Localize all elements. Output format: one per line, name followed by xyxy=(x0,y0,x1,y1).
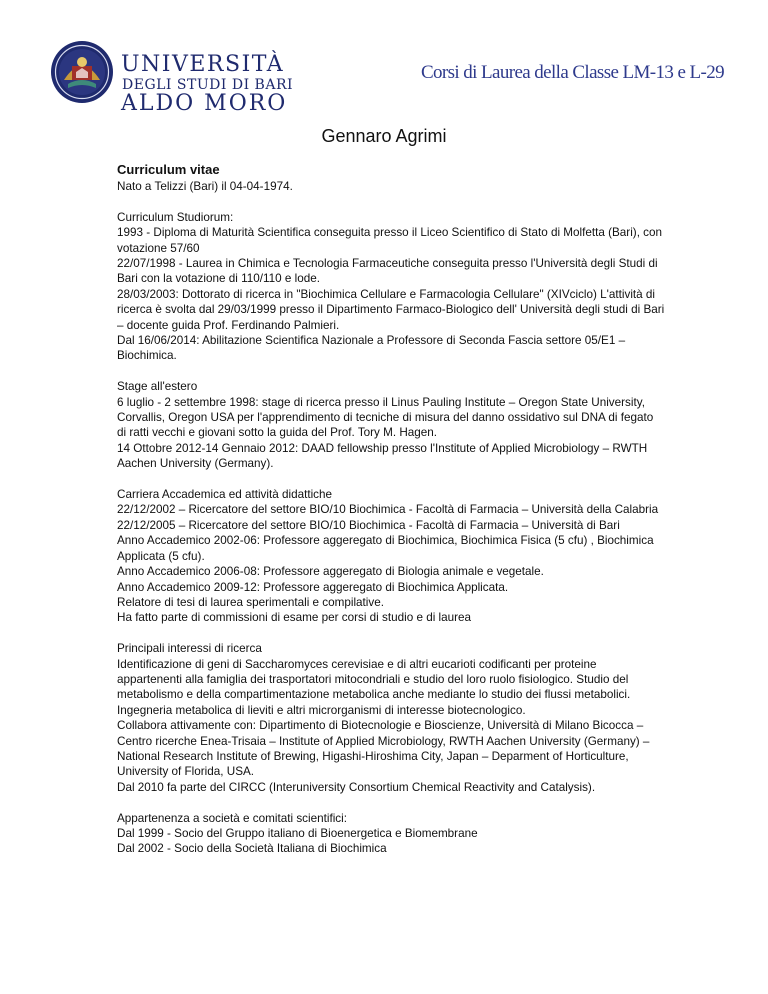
cv-heading: Curriculum vitae xyxy=(117,162,220,177)
ricerca-line: University of Florida, USA. xyxy=(117,765,255,779)
university-name-line3: ALDO MORO xyxy=(121,91,288,116)
university-name-line1: UNIVERSITÀ xyxy=(121,52,285,77)
studiorum-line: 28/03/2003: Dottorato di ricerca in "Biochimica Cellulare e Farmacologia Cellulare" (XIVciclo) L'attività di xyxy=(117,287,656,301)
studiorum-line: 22/07/1998 - Laurea in Chimica e Tecnologia Farmaceutiche conseguita presso l'Università degli Studi di xyxy=(117,257,658,271)
societa-section xyxy=(117,811,687,857)
ricerca-line: Identificazione di geni di Saccharomyces cerevisiae e di altri eucarioti codificanti per proteine xyxy=(117,657,597,671)
societa-line: Dal 2002 - Socio della Società Italiana di Biochimica xyxy=(117,842,387,856)
university-name-line2: DEGLI STUDI DI BARI xyxy=(122,77,294,93)
carriera-line: Anno Accademico 2009-12: Professore aggeregato di Biochimica Applicata. xyxy=(117,580,509,594)
stage-line: 14 Ottobre 2012-14 Gennaio 2012: DAAD fellowship presso l'Institute of Applied Microbiology – RWTH xyxy=(117,441,648,455)
stage-line: Corvallis, Oregon USA per l'apprendimento di tecniche di misura del danno ossidativo sul DNA di fegato xyxy=(117,411,654,425)
section-title: Appartenenza a società e comitati scientifici: xyxy=(117,811,347,825)
carriera-section xyxy=(117,487,687,626)
studiorum-line: ricerca è svolta dal 29/03/1999 presso il Dipartimento Farmaco-Biologico dell' Università degli studi di Bari xyxy=(117,303,665,317)
section-title: Stage all'estero xyxy=(117,380,198,394)
section-title: Curriculum Studiorum: xyxy=(117,210,234,224)
ricerca-section xyxy=(117,641,687,795)
studiorum-line: Bari con la votazione di 110/110 e lode. xyxy=(117,272,320,286)
page-header xyxy=(0,0,768,120)
stage-section xyxy=(117,379,687,471)
ricerca-line: Centro ricerche Enea-Trisaia – Institute of Applied Microbiology, RWTH Aachen University (Germany) – xyxy=(117,734,650,748)
societa-line: Dal 1999 - Socio del Gruppo italiano di Bioenergetica e Biomembrane xyxy=(117,826,478,840)
ricerca-line: Dal 2010 fa parte del CIRCC (Interuniversity Consortium Chemical Reactivity and Catalysis). xyxy=(117,780,596,794)
ricerca-line: National Research Institute of Brewing, Higashi-Hiroshima City, Japan – Deparment of Horticulture, xyxy=(117,749,629,763)
ricerca-line: Ingegneria metabolica di lieviti e altri microrganismi di interesse biotecnologico. xyxy=(117,703,526,717)
birth-info: Nato a Telizzi (Bari) il 04-04-1974. xyxy=(117,180,293,193)
carriera-line: 22/12/2002 – Ricercatore del settore BIO/10 Biochimica - Facoltà di Farmacia – Università della Calabria xyxy=(117,503,659,517)
stage-line: 6 luglio - 2 settembre 1998: stage di ricerca presso il Linus Pauling Institute – Oregon State University, xyxy=(117,395,645,409)
university-seal-logo xyxy=(50,40,114,104)
studiorum-line: votazione 57/60 xyxy=(117,241,200,255)
carriera-line: Applicata (5 cfu). xyxy=(117,549,205,563)
cv-content xyxy=(117,162,687,872)
carriera-line: Relatore di tesi di laurea sperimentali e compilative. xyxy=(117,595,384,609)
studiorum-line: Biochimica. xyxy=(117,349,177,363)
carriera-line: Ha fatto parte di commissioni di esame per corsi di studio e di laurea xyxy=(117,611,472,625)
birth-section xyxy=(117,179,687,194)
stage-line: di ratti vecchi e giovani sotto la guida del Prof. Tory M. Hagen. xyxy=(117,426,438,440)
section-title: Carriera Accademica ed attività didattiche xyxy=(117,488,333,502)
ricerca-line: metabolismo e della compartimentazione metabolica anche mediante lo studio dei flussi metabolici. xyxy=(117,688,631,702)
stage-line: Aachen University (Germany). xyxy=(117,457,274,471)
studiorum-line: – docente guida Prof. Ferdinando Palmieri. xyxy=(117,318,340,332)
carriera-line: Anno Accademico 2002-06: Professore aggeregato di Biochimica, Biochimica Fisica (5 cfu) , Biochimica xyxy=(117,534,654,548)
studiorum-section xyxy=(117,210,687,364)
studiorum-line: Dal 16/06/2014: Abilitazione Scientifica Nazionale a Professore di Seconda Fascia settore 05/E1 – xyxy=(117,334,626,348)
section-title: Principali interessi di ricerca xyxy=(117,642,262,656)
ricerca-line: appartenenti alla famiglia dei trasportatori mitocondriali e studio del loro ruolo fisiologico. Studio del xyxy=(117,672,629,686)
carriera-line: 22/12/2005 – Ricercatore del settore BIO/10 Biochimica - Facoltà di Farmacia – Università di Bari xyxy=(117,518,620,532)
studiorum-line: 1993 - Diploma di Maturità Scientifica conseguita presso il Liceo Scientifico di Stato di Molfetta (Bari), con xyxy=(117,226,663,240)
carriera-line: Anno Accademico 2006-08: Professore aggeregato di Biologia animale e vegetale. xyxy=(117,565,544,579)
ricerca-line: Collabora attivamente con: Dipartimento di Biotecnologie e Bioscienze, Università di Milano Bicocca – xyxy=(117,719,644,733)
page-title: Gennaro Agrimi xyxy=(321,126,447,146)
course-title: Corsi di Laurea della Classe LM-13 e L-29 xyxy=(420,62,724,83)
